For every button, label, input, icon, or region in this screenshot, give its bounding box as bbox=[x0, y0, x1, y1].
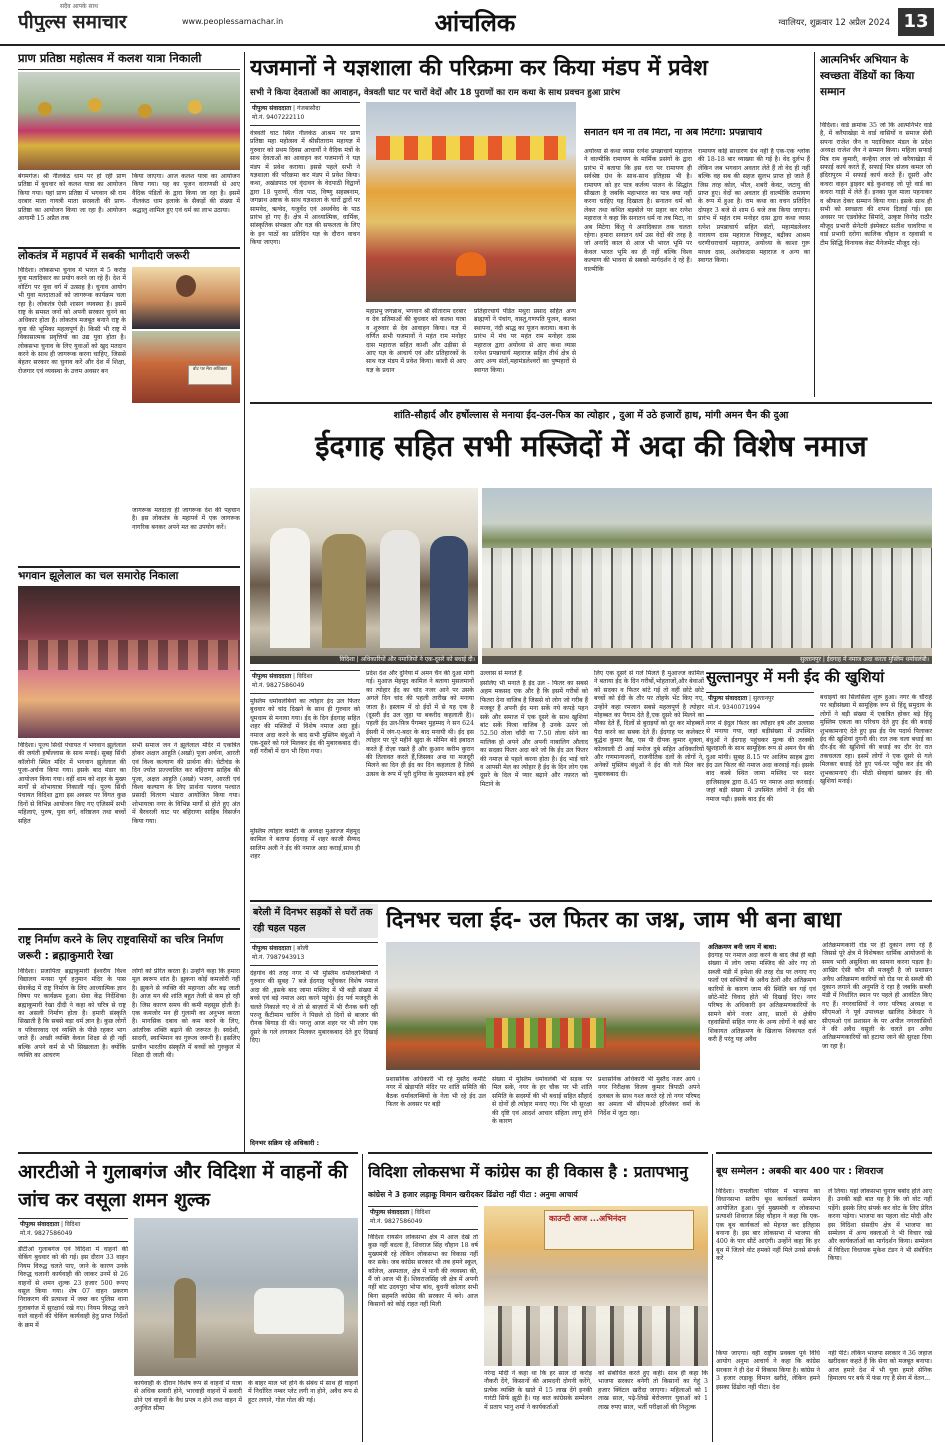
yajman-byline bbox=[250, 102, 360, 126]
yajman-col4: अयोध्या से कथा व्यास रत्नेश प्रपन्नाचार्य महाराज ने वाल्मीकि रामायण के मार्मिक प्रसंगों के द्वारा प्रारंभ में बताया कि इस धरा पर रामायण ही सर्वश्रेष्ठ ग्रंथ के साथ-साथ इतिहास भी है। रामायण को हर पात्र कर्तव्य पालन के सिद्धांत सीखता है जबकि महाभारत का पात्र क्या नहीं करना चाहिए यह दिखाता है। सनातन धर्म को लेकर तथा कथित बड़बोले पर प्रहार कर रत्नेश महाराज ने कहा कि सनातन धर्म ना तब मिटा, ना अब मिटेगा किंतु ये अनादिकाल तक चलता रहेगा। हमारा सनातन धर्म उस वेदों की तरह है जो अनादि काल से आज भी भारत भूमि पर केवल भारत भूमि का ही नहीं बल्कि विश्व कल्याण की भावना से सबको मार्गदर्शन दे रहे हैं। वाल्मीकि bbox=[584, 148, 692, 273]
loktantra-photo-woman bbox=[132, 331, 240, 403]
website-url: www.peoplessamachar.in bbox=[182, 17, 284, 26]
yajman-subheadline: सनातन धर्म ना तब मिटा, ना अब मिटेगा: प्रपन्नाचार्य bbox=[584, 128, 763, 138]
yajman-col2: महाप्रभु जगन्नाथ, भगवान श्री सीताराम दरबार व देव प्रतिमाओं की बुधवार को कलश यात्रा व शुरुवार से देव आवाहन किया। यज्ञ में वर्णित सभी यजमानों ने महंत राम मनोहर दास महाराज सहित काशी और उड़ीसा से आए यज्ञ के आचार्य एवं और प्रतिहारकों के साथ यज्ञ मंडप में प्रवेश किया। काशी से आए यज्ञ के प्रधान bbox=[366, 308, 466, 374]
eid-byline-line1: पीपुल्स संवाददाता | विदिशा bbox=[252, 673, 313, 680]
eid-col3b: इसलिए भी मनाते है ईद उल - फितर का सबसे अहम मकसद एक और है कि इसमें गरीबों को फितरा देना वाजिब है जिससे वो लोग जो गरीब हैं मजबूर हैं अपनी ईद मना सकें नये कपड़े पहन सकें और समाज में एक दूसरे के साथ खुशियां बांट सकें फित्रा वाजिब है उनके ऊपर जो 52.50 तोला चाँदी या 7.50 तोला सोने का मालिक हो अपने और अपनी नाबालिग औलाद का सदक़ा फितर अदा करे जो कि ईद उल फितर की नमाज़ से पहले करना होता है। ईद भाई चारे व आपसी मेल का त्योहार है ईद के दिन लोग एक दूसरे के दिल में प्यार बढ़ाने और नफ़रत को मिटाने के bbox=[480, 680, 588, 788]
rto-col2: कार्यवाही के दौरान विशेष रूप से वाहनों में यात्रा से अधिक सवारी होने, भारवाही वाहनों में सवारी ढोने एवं वाहनों के वैध प्रपत्र न होने तथा वाहन में अनुचित सीमा bbox=[134, 1380, 242, 1413]
bareli-col5a: अतिक्रमण बनी जाम में बाधा: bbox=[708, 943, 777, 951]
rto-headline: आरटीओ ने गुलाबगंज और विदिशा में वाहनों की जांच कर वसूला शमन शुल्क bbox=[18, 1161, 348, 1211]
bareli-kicker: बरेली में दिनभर सड़कों से घरों तक रही चहल पहल bbox=[250, 904, 378, 938]
sultanpur-byline-mob: मो.नं. 9340071994 bbox=[708, 704, 761, 711]
eid-col4: लिए एक दूसरे से गले मिलते हैं मुआज्ज कामिल ने बताया ईद के दिन गरीबों,भोहताजों,और बेवाओं को सदका व फितर बांटे गई तो वहीं छोटे छोटे बच्चों को ईदी के तौर पर तोहफे भेंट किए गए, उन्होंने कहा रमजान सबसे महत्वपूर्ण है त्योहार मोहब्बत का पैगाम देते हैं,एक दूसरे को मिलने का मौका देते हैं, दिलों से बुराइयों को दूर कर मोहब्बतें पैदा करने का सबक देते हैं। ईदगाह पर कलेक्टर बुद्धेश कुमार वैद्य, एस पी दीपक कुमार शुक्ला, कोतवाली टी आई मनोज दुबे सहित अधिकारियों और गणमान्यजनों, राजनीतिक दलों के लोगों ने, अनेकों मुस्लिम बंधुओं ने ईद की गले मिल कर मुबारकबाद दी। bbox=[594, 670, 704, 778]
booth-story bbox=[716, 1152, 932, 1442]
official-2-police bbox=[322, 534, 366, 648]
bareli-col6: अतिक्रमणकारी रोड पर ही दुकान लगा रहे हैं जिससे पूरे क्षेत्र में विशेषकर धार्मिक आयोजनों के समय भारी असुविधा का सामना करना पड़ता है। आखिर ऐसी कौन सी मजबूरी है जो प्रशासन अवैध अतिक्रमण कारियों को रोड पर से सब्जी की दुकान लगाने की अनुमति दे रहा है जबकि सब्जी मंडी में निर्धारित स्थान पर पहले ही आवंटित किए गए हैं। नगरवासियों ने नगर परिषद अध्यक्ष व सीएमओ ने पूर्व उपाध्यक्ष खालिद ठेकेदार ने सीएमओ एवं प्रशासन के पर अपील नगरवासियों ने की अवैध वसूली के चलते इन अवैध अतिक्रमणकारियों को हटाया जाने की सुरक्षा दिया जा रहा है। bbox=[822, 942, 932, 1050]
byline-org: पीपुल्स संवाददाता bbox=[370, 1209, 410, 1216]
yajman-headline: यजमानों ने यज्ञशाला की परिक्रमा कर किया मंडप में प्रवेश bbox=[250, 56, 708, 81]
vidisha-story bbox=[368, 1152, 708, 1442]
kalash-pot-1 bbox=[38, 102, 52, 116]
bareli-byline-mob: मो.नं. 7987943913 bbox=[252, 954, 305, 961]
bareli-col3: संख्या में मुस्लिम धर्मावलंबी भी सड़क पर मिल सकें, नगर के हर चौक पर भी शांति समिति के सदस्यों की भी बधाई सहित सौहार्द से दोनों ही त्योहार मनाए गए। पिर भी सुरक्षा की दृष्टि एवं आदर्श आचार संहिता लागू होने के कारण bbox=[492, 1076, 592, 1126]
vidisha-col3: को संबोधित करते हुए कही। साथ ही कहा कि भाजपा सरकार बनेगी तो किसानों का गेहूं 3 हजार क्विंटल खरीदा जाएगा। महिलाओं को 1 लाख साल, पढ़े-लिखे बेरोजगार युवाओं को 1 लाख रुपए साल, भर्ती परीक्षाओं की निशुल्क bbox=[598, 1370, 708, 1411]
jhulelal-col1: विदिशा। पूज्य सिंधी पंचायत ने भगवान झूलेलाल की जयंती हर्षोल्लास के साथ मनाई। सुबह सिंधी कॉलोनी स्थित मंदिर में भगवान झूलेलाल की पूजा-अर्चना किया गया। इसके बाद मंडार का आयोजन किया गया। वहीं शाम को शहर के मुख्य मार्गों से शोभायात्रा निकाली गई। पूज्य सिंधी पंचायत विदिशा द्वारा इस अवसर पर विगत कुछ दिनों से विभिन्न आयोजन किए गए एजिसमें सभी महिलाएं, पुरुष, युवा वर्ग, वरिष्ठजन तथा बच्चों सहित bbox=[18, 742, 126, 825]
loktantra-story bbox=[18, 247, 240, 559]
man-head bbox=[176, 275, 196, 297]
rto-byline bbox=[18, 1218, 128, 1242]
sultanpur-headline: सुल्तानपुर में मनी ईद की खुशियां bbox=[706, 668, 885, 686]
eid-col2: प्रदेश देश और दुनिया में अमन चैन की दुआ मांगी गई। मुआज मेहमूद कामिल ने बताया मुसलमानों का त्योहार ईद का चांद नजर आने पर उसके अगले दिन चांद की पहली तारीख को मनाया जाता है। इस्लाम में दो ईदों में से यह एक है (दूसरी ईद उल जुहा या बकरीद कहलाती है)। पहली ईद उल-फ़ित्र पैगम्बर मुहम्मद ने सन 624 ईसवी में जंग-ए-बदर के बाद मनायी थी। ईद इस त्योहार पर पूरे महीने खुदा के मोमिन बंदे इबादत करते हैं रोज़ा रखते हैं और क़ुआन करीम कुरान की तिलावत करते हैं,जिसका अज्र या मजदूरी मिलने का दिन ही ईद का दिन कहलाता है जिसे उत्सव के रूप में पूरी दुनिया के मुसलमान बड़े हर्ष bbox=[366, 670, 474, 778]
yajman-photo bbox=[366, 102, 576, 302]
booth-headline: बूथ सम्मेलन : अबकी बार 400 पार : शिवराज bbox=[716, 1166, 884, 1177]
section-title-text: आंचलिक bbox=[434, 9, 516, 37]
loktantra-photo-man bbox=[132, 267, 240, 329]
bareli-byline bbox=[250, 942, 378, 966]
yajman-col3: प्रतिहारचार्य पंडित मथुरा प्रसाद सहित अन्य ब्राह्मणों ने पंचांग, वास्तु,गणपति पूजन, कलश स्थापना, नंदी श्राद्ध का पूजन कराया। कथा के प्रारंभ में मंच पर महंत राम मनोहर दास महाराज द्वारा अयोध्या से आए कथा व्यास रत्नेश प्रपन्नाचार्य महाराज सहित तीर्थ क्षेत्र से आए अन्य संतों,महामंडलेश्वरों का पुष्पहारों से स्वागत किया। bbox=[474, 308, 576, 374]
eid-kicker: शांति-सौहार्द और हर्षोल्लास से मनाया ईद-उल-फित्र का त्योहार , दुआ में उठे हजारों हाथ, मांगी अमन चैन की दुआ bbox=[393, 410, 789, 421]
sultanpur-byline-line1: पीपुल्स संवाददाता | सुल्तानपुर bbox=[708, 695, 774, 702]
stage-banner-text: काउन्टी आज ...अभिनंदन bbox=[549, 1214, 626, 1223]
vidisha-headline: विदिशा लोकसभा में कांग्रेस का ही विकास है : प्रतापभानु bbox=[368, 1163, 688, 1181]
rto-byline-mob: मो.नं. 9827586049 bbox=[20, 1230, 73, 1237]
page-number: 13 bbox=[898, 8, 934, 36]
jhulelal-photo bbox=[18, 586, 240, 738]
eid-byline-mob: मो.नं. 9827586049 bbox=[252, 682, 305, 689]
rto-byline-line1: पीपुल्स संवाददाता | विदिशा bbox=[20, 1221, 81, 1228]
vidisha-col2: नरेन्द्र मोदी ने कहा था कि हर साल दो करोड़ नौकरी देंगे, किसानों की आमदनी दोगनी करेंगे, प्रत्येक व्यक्ति के खाते में 15 लाख देंगे इनकी गारंटी सिर्फ झूठी है। यह बात कांग्रेसके सम्मेलन में प्रताप भानु शर्मा ने कार्यकर्ताओं bbox=[484, 1370, 592, 1411]
bareli-story bbox=[250, 900, 932, 1148]
yajna-fire-icon bbox=[456, 252, 486, 276]
booth-col1: विदिशा। रामलीला परिसर में भाजपा का विधानसभा स्तरीय बूथ कार्यकर्ता सम्मेलन आयोजित हुआ। पूर्व मुख्यमंत्री व लोकसभा प्रत्याशी शिवराज सिंह चौहान ने कहा कि एक-एक बूथ कार्यकर्ता को मेहनत कर इतिहास बनाना है। इस बार लोकसभा में भाजपा की 400 के पार सीटें आएंगी। उन्होंने कहा कि हर बूथ में जितने वोट हमको नहीं मिले उनसे संपर्क करें bbox=[716, 1188, 820, 1263]
kalash-pot-3 bbox=[138, 104, 152, 118]
yajman-byline-mob: मो.नं. 9407222110 bbox=[252, 114, 305, 121]
column-divider-bottom-2 bbox=[712, 1154, 713, 1442]
official-1 bbox=[270, 528, 310, 648]
eid-col1: मुस्लिम धर्मावलंबियों का त्योहार ईद उल फितर बुधवार को चांद दिखने के साथ ही गुरुवार को धूमधाम से मनाया गया। ईद के दिन ईदगाह सहित शहर की मस्जिदों में विशेष नमाज अदा हुई। नमाज अदा करने के बाद सभी मुस्लिम बंधुओं ने एक-दूसरे को गले मिलकर ईद की मुबारकबाद दी। वहीं गरीबों में दान भी दिया गया। bbox=[250, 698, 360, 756]
vidisha-byline-line1: पीपुल्स संवाददाता | विदिशा bbox=[370, 1209, 431, 1216]
vegetable-cart bbox=[486, 1018, 606, 1048]
voter-sign-text: वोट पर मेरा अधिकार bbox=[192, 367, 228, 372]
byline-place: विदिशा bbox=[414, 1209, 431, 1216]
vidisha-byline bbox=[368, 1206, 478, 1230]
eid-byline bbox=[250, 670, 360, 694]
yajna-canopy bbox=[376, 136, 566, 160]
rto-col3: के बाहर माल भरे होने के संबंध में साथ ही वाहनों में निर्धारित नम्बर प्लेट लगी ना होने, अवैध रूप से हूटर लगाने, गोल गोल की गई। bbox=[248, 1380, 358, 1404]
yajman-col5: रामायण कोई साधारण ग्रंथ नहीं है एक-एक श्लोक की 18-18 बार व्याख्या की गई है। वेद दुर्लभ हैं लेकिन जब भगवान अवतार लेते हैं तो वेद ही नहीं बल्कि वह सब की सहज सुलभ प्राप्त हो जाते हैं जिस तरह कोल, भील, शबरी केवट, जटायु की प्राप्त हुए। वेदों का अवतार ही वाल्मीकि रामायण के रूप में हुआ है। राम कथा का वचन प्रतिदिन दोपहर 3 बजे से शाम 6 बजे तक किया जाएगा। प्रारंभ में महंत राम मनोहर दास द्वारा कथा व्यास रत्नेश प्रपन्नाचार्य सहित संतों, महामंडलेश्वर नारायण दास महाराज चित्रकूट, बद्रीका आश्रम धरणीधराचार्य महाराज, अयोध्या के काशा गुरू माधव दास, अशोकदास महाराज व अन्य का स्वागत किया। bbox=[698, 148, 810, 265]
bareli-headline: दिनभर चला ईद- उल फितर का जश्न, जाम भी बना बाधा bbox=[386, 908, 842, 933]
rashtra-col2: लोगों को प्रेरित करता है। उन्होंने कहा कि हमारा मूल स्वरूप शांत है। झुकना कोई कमजोरी नहीं है। झुकने से व्यक्ति की महानता और बढ़ जाती है। आज मन की शांति बहुत तेजी से कम हो रही है। जिस कारण समय की कमी महसूस होती है। एक कमजोर मन ही गुलामी का अनुभव करता है। मानसिक दबाव को कम करने के लिए, आंतरिक शक्ति बढ़ाने की जरूरत है। स्वदेशी, सादगी, स्वाभिमान का गुरूत्व जरूरी है। इसलिए प्राचीन भारतीय संस्कृति में बच्चों को गुरुकुल में शिक्षा दी जाती थी। bbox=[132, 968, 240, 1060]
sultanpur-byline bbox=[706, 692, 814, 716]
bareli-col1b: दिनभर सक्रिय रहे अधिकारी : bbox=[250, 1139, 320, 1147]
jhulelal-story bbox=[18, 566, 240, 924]
rto-col1: डीटीओ गुलाबगंज एवं विदिशा में वाहनों की चेकिंग बुधवार को की गई। इस दौरान 33 वाहन नियम विरुद्ध चलते पाए, जाने के कारण उनके विरुद्ध चलानी कार्यवाही की जाकर उनमें से 26 वाहनों से शमन शुल्क 23 हजार 500 रूपए वसूल किया गया। शेष 07 वाहन प्रकरण निराकरण की प्रत्याशा में जब्त कर पुलिस थाना गुलाबगंज में सुरक्षार्थ रखे गए। नियम विरुद्ध जाने वाले वाहनों की चेकिंग कार्यवाही हेतु प्राप्त निर्देशों के क्रम में bbox=[18, 1246, 128, 1329]
atma-body: विदिशा। वार्ड क्रमांक 35 जो कि आत्मनिर्भर वार्ड है, में करैयाखेड़ा मे वार्ड वासियों व समाज सेवी सपना राजेश जैन व पदाधिकार मंडल के प्रदेश अध्यक्ष राजेश जैन ने सम्मान किया। महिला सफाई मित्र राम कुमारी, कन्हैया लाल जो करैयाखेड़ा में सफाई कार्य करते हैं, सफाई मित्र संजय कमल जो इंदिरापुरम में सफाई कार्य करते हैं। दूसरी और कचरा वाहन ड्राइवर बड़े कुशवाह जो पूरे वार्ड का कचरा गाड़ी में लेते हैं। इनका फूल माला पहनाकर व श्रीफल देकर सम्मान किया गया। इसके साथ ही सभी को स्वच्छता की शपथ दिलाई गई। इस अवसर पर एडवोकेट सिमांदे, उत्कृष्ट विनोद राठौर मौजूद प्रभारी सेनेटरी इंस्पेक्टर सतीश चावरिया व वार्ड प्रभारी दरोगा कालिक चौहान व रहवासी व टीम सिद्धि विनायक वेस्ट मैनेजमेंट मौजूद रहे। bbox=[820, 122, 932, 247]
jhulelal-col2: सभी समाज जन ने झूलेलाल मंदिर में एकत्रित होकर अक्षत आहुति (अखो) पूजा अर्चना, आरती एवं विश्व कल्याण की प्रार्थना की। चेटीचंड के दिन ज्योत प्रज्ज्वलित कर बहिराणा साहिब की पूजा, अक्षत आहुति (अखो) भजन, आरती एवं विश्व कल्याण के लिए प्रार्थना पल्लव पश्चात प्रसादी वितरण भंडारा आयोजित किया गया। शोभायात्रा नगर के विभिन्न मार्गों से होते हुए अंत में बैरवरली घाट पर बहिराणा साहिब विसर्जन किया गया। bbox=[132, 742, 240, 825]
column-divider-bottom bbox=[362, 1154, 363, 1442]
voter-sign-placard bbox=[188, 365, 232, 385]
column-divider-left bbox=[244, 52, 245, 1152]
loktantra-col2: जागरूक मतदाता ही जागरूक देश की पहचान है। इस लोकतंत्र के महापर्व में एक जागरूक नागरिक बनकर अपने मत का उपयोग करें। bbox=[132, 507, 240, 531]
bareli-col1: देहगांव की तरह नगर में भी मुस्लिम धर्मावलम्बियों ने गुरुवार की सुबह 7 बजे ईदगाह पहुँचकर विशेष नमाज अदा की ,इसके बाद जामा मस्जिद में भी बड़ी संख्या में बच्चे एवं बड़े नमाज अदा करने पहुंचे। ईद पर्व मजदूरी के चलते निकाले गए थे तो से बाज़ारों में भी रौनक बनी रही परन्तु कैंटीमाम चारिंग ने पिछले दो दिनों से बाजार की रौनक बिगाड़ दी थी। परन्तु आज शहर पर भी लोग एक दूसरे के गले लगाकर मिलकर मुबारकबाद देते हुए दिखाई दिए। bbox=[250, 970, 378, 1045]
booth-col4: नहीं पीटे। लेकिन भाजपा सरकार ने 36 जहाज खरीदकर कहते हैं कि सेना को मजबूत बनाया। आज हमारे देश में भी युवा हमारे सेनिक हिमालय पर बर्फ में फंस गए हैं सेना में वेतन... bbox=[828, 1350, 932, 1383]
kalash-headline: प्राण प्रतिष्ठा महोत्सव में कलश यात्रा निकाली bbox=[18, 52, 240, 70]
audience bbox=[484, 1306, 708, 1366]
officer bbox=[174, 1278, 196, 1358]
eid-photo-officials bbox=[250, 488, 478, 664]
bareli-col2: प्रशासनिक अधिकारी भी रहे मुस्तैद कमेटि नगर में खेड़ापति मंदिर पर शांति समिति की बैठक धर्मावलम्बियों के नेता भी रहे ईद उल फितर के अवसर पर बड़ी bbox=[386, 1076, 486, 1109]
byline-org: पीपुल्स संवाददाता bbox=[252, 105, 292, 112]
rashtra-col1: विदिशा। प्रजापिता ब्रह्माकुमारी ईश्वरीय विश्व विद्यालय मनसा पूर्ण हनुमान मंदिर के पास सेवाकेंद्र में राष्ट्र निर्माण के लिए आध्यात्मिक ज्ञान विषय पर कार्यक्रम हुआ। सेवा केंद्र निर्देशिका ब्रह्माकुमारी रेखा दीदी ने कहा को चरित्र से राष्ट्र का असली निर्माण होता है। हमारी संस्कृति सिखाती है कि सबसे बड़ा धर्म ज्ञान है। कुछ लोगों व परिवारवाद एवं व्यक्ति के पीछे रहकर भाग जाते हैं। अच्छी व्यक्ति केवल शिक्षा से ही नहीं बल्कि अपने कर्म से भी सिखलाता है। क्योंकि व्यक्ति का आचरण bbox=[18, 968, 126, 1060]
newspaper-logo: पीपुल्स समाचार bbox=[18, 11, 127, 32]
kalash-pot-2 bbox=[88, 98, 102, 112]
official-4 bbox=[430, 536, 468, 648]
sultanpur-col2: बधाइयों का सिलसिला शुरू हुआ। नगर के चौराहे पर बड़ीसंख्या में सामूहिक रूप से हिंदू समुदाय के लोगों ने बड़ी संख्या में एकत्रित होकर बड़े हिंदू मुस्लिम एकता का परिचय देते हुए ईद की बधाई शुभकामनाएं देते हुए इस ईद पेय पदार्थ पिलाकर ईद की खुशियां दुगनी की। रात तक चला बधाई का दौर-ईद की खुशियों की बधाई का दौर देर रात तकचलता रहा। इसमें लोगों ने एक दूसरे से गले मिलकर बधाई देते हुए पर्व-पर पहुँच कर ईद की शुभकामनाएं दी। मीठी सेवइयां खाकर ईद की खुशियां मनाई। bbox=[820, 694, 932, 786]
byline-place: विदिशा bbox=[296, 673, 313, 680]
byline-place: बरेली bbox=[296, 945, 309, 952]
kalash-col2: किया जाएगा। आज कलश यात्रा का आयोजन किया गया। यह का पूजन वाराणसी से आए वैदिक पंडितों के द्वारा किया जा रहा है। इसमें नीलकंठ धाम इलाके के सैकड़ों की संख्या में श्रद्धालु शामिल हुए एवं धर्म का लाभ उठाया। bbox=[132, 173, 240, 214]
byline-org: पीपुल्स संवाददाता bbox=[252, 945, 292, 952]
eid-col1b: मुस्लिम त्योहार कमेटी के अध्यक्ष मुआज्ज मेहमूद कामिल ने बताया ईदगाह में शहर काजी सैय्यद सालिम अली ने ईद की नमाज अदा कराई,साथ ही शहर bbox=[250, 828, 360, 861]
vidisha-byline-mob: मो.नं. 9827586049 bbox=[370, 1218, 423, 1225]
jhulelal-headline: भगवान झूलेलाल का चल समारोह निकाला bbox=[18, 566, 240, 584]
sultanpur-col1: नगर में ईदुल फितर का त्यौहार हर्ष और उल्लास से मनाया गया, जहां बड़ीसंख्या में उपस्थित बंधुओं ने ईदगाह पहुंचकर मुल्क की तरक्की खुशहाली के साथ सामूहिक रूप से अमन चैन की दुआ मांगी। सुबह 8.15 पर आलिम साहब द्वारा ईद उल फितर की नमाज अदा करवाई गई। इसके बाद कस्बे स्थित जामा मस्जिद पर सदर हाजिसाहब द्वारा 8.45 पर नमाज अदा करवाई। जहां बड़ी संख्या में उपस्थित लोगों ने ईद की नमाज पढ़ी। इसके बाद ईद की bbox=[706, 720, 814, 803]
eid-col3: उल्लास से मनाते हैं bbox=[480, 670, 522, 677]
car-white bbox=[254, 1288, 344, 1334]
yajman-story bbox=[250, 52, 810, 400]
bareli-byline-line1: पीपुल्स संवाददाता | बरेली bbox=[252, 945, 309, 952]
sultanpur-story bbox=[706, 664, 932, 898]
eid-photo2-caption: सुल्तानपुर | ईदगाह में नमाज अदा करता मुस्लिम धर्मावलंबी। bbox=[482, 656, 932, 664]
dateline: ग्वालियर, शुक्रवार 12 अप्रैल 2024 bbox=[778, 18, 890, 28]
loktantra-col1: विदिशा। लोकसभा चुनाव में भारत में 5 करोड़ युवा मतादिकार का प्रयोग करने जा रहे हैं। देश में वोटिंग पर युवा वर्ग में उत्साह है। चुनाव आयोग भी युवा मतदाताओं को जागरूक कार्यक्रम चला रहा है। लोकतंत्र ऐसी शासन व्यवस्था है। इसमें राष्ट्र के समस्त जनों को अपनी सरकार चुनने का अधिकार होता है। लोकतंत्र मजबूत बनाने राष्ट्र के युवा की भूमिका महत्वपूर्ण है। किसी भी राष्ट्र में विकासात्मक प्रवृत्तियों का उद्य युवा होता है। लोकसभा चुनाव के लिए युवाओं को खुद मतदान करने के साथ ही जागरूक करना चाहिए, जिससे बेहतर सरकार का चुनाव करें और देश में शिक्षा, रोजगार एवं व्यवस्था के उत्तम अवसर बन bbox=[18, 267, 126, 375]
yajman-byline-line1: पीपुल्स संवाददाता | गंजबासौदा bbox=[252, 105, 321, 112]
official-3 bbox=[380, 530, 420, 648]
eid-headline: ईदगाह सहित सभी मस्जिदों में अदा की विशेष नमाज bbox=[315, 429, 867, 463]
yajman-subhead: सभी ने किया देवताओं का आवाहन, वेत्रवती घाट पर चारों वेदों और 18 पुराणों का राम कथा के साथ प्रवचन हुआ प्रारंभ bbox=[250, 88, 620, 98]
byline-place: विदिशा bbox=[64, 1221, 81, 1228]
stage-banner bbox=[544, 1210, 694, 1250]
vidisha-col1: विदिशा रायसेन लोकसभा क्षेत्र में आज देखें तो कुछ नहीं बदला है, शिवराज सिंह चौहान 18 वर्ष मुख्यमंत्री रहे लेकिन लोकसभा का विकास नहीं कर सके। जब कांग्रेस सरकार थी तब हमने स्कूल, कॉलेज, अस्पताल, क्षेत्र में पानी की व्यवस्था की, मैं जो आज भी हैं। शिवराजसिंह जी क्षेत्र में अपनी नहीं बांट उदयपुरा भोपा बांध, बुधनी कोलार सभी बिना सहमति कांग्रेस की सरकार में बने। आज किसानों को कोई राहत नहीं मिली bbox=[368, 1234, 478, 1309]
yajman-col1: वेत्रवती घाट स्थित नीलकंठ आश्रम पर प्राण प्रतिष्ठा महा महोत्सव में श्रीसीताराम महायज्ञ में गुरुवार को प्रथम दिवस आचार्यों ने वैदिक मंत्रों के साथ देवताओं का आवाहन कर यजमानों ने यज्ञ मंडप में प्रवेश कराया। इससे पहले सभी ने यज्ञशाला की परिक्रमा कर मंडप में प्रवेश किया। कथा, अखंडपाठ एवं वृंदावन के वेदपाठी विद्वानों द्वारा 18 पुराणों, गीता पाठ, विष्णु सहस्त्रनाम, जगन्नाथ अष्टक के साथ यज्ञशाला के चारों द्वारों पर सामवेद, ऋग्वेद, यजुर्वेद एवं अथर्ववेद के पाठ प्रारंभ हो गए हैं। क्षेत्र में आध्यात्मिक, धार्मिक, सांस्कृतिक संपन्नता और यज्ञ की सफलता के लिए के इन पाठों का प्रतिदिन यज्ञ के दौरान वाचन किया जाएगा। bbox=[250, 130, 360, 247]
booth-col2: ले लिया। यहां लोकसभा चुनाव बर्बाद होते आए हैं। उनकी बड़ी बात यह है कि जो वोट नहीं पड़ेंगे। इसके लिए संपर्क कर वोट के लिए प्रेरित करना पड़ेगा। भाजपा का पहला वोट मोदी और इस विदिशा संसदीय क्षेत्र में भाजपा का सम्मेलन में अन्य वक्ताओं ने भी विचार रखे और कार्यकर्ताओं का मार्गदर्शन किया। सम्मेलन में विदिशा विधायक मुकेश टंडन ने भी संबोधित किया। bbox=[828, 1188, 932, 1263]
byline-place: सुल्तानपुर bbox=[752, 695, 774, 702]
byline-place: गंजबासौदा bbox=[296, 105, 321, 112]
logo-tagline: सदैव आपके साथ bbox=[60, 3, 98, 10]
byline-org: पीपुल्स संवाददाता bbox=[708, 695, 748, 702]
rashtra-story bbox=[18, 928, 240, 1150]
column-divider-right bbox=[814, 52, 815, 397]
byline-org: पीपुल्स संवाददाता bbox=[252, 673, 292, 680]
vidisha-photo bbox=[484, 1206, 708, 1366]
rto-story bbox=[18, 1152, 358, 1442]
bareli-col4: प्रशासनिक अधिकारी भी मुस्तैद नजर आये । नगर निरीक्षक विजय कुमार त्रिपाठी अपने दलबल के साथ गश्त करते रहे तो नगर परिषद का अमला भी सीएमओ हरिशंकर वर्मा के निर्देश में जुटा रहा। bbox=[598, 1076, 700, 1117]
namaz-rows bbox=[482, 548, 932, 648]
section-title bbox=[405, 6, 545, 40]
eid-photo1-caption: विदिशा | अधिकारियों और नमाजियों ने एक-दूसरे को बधाई दी। bbox=[250, 656, 478, 664]
bareli-photo bbox=[386, 942, 700, 1070]
eid-photo-namaz bbox=[482, 488, 932, 664]
vidisha-subhead: कांग्रेस ने 3 हजार लड़ाकू विमान खरीदकर ढिंढोरा नहीं पीटा : अनुमा आचार्य bbox=[368, 1190, 578, 1199]
loktantra-headline: लोकतंत्र में महापर्व में सबकी भागीदारी जरूरी bbox=[18, 247, 240, 263]
atma-story bbox=[820, 52, 932, 397]
byline-org: पीपुल्स संवाददाता bbox=[20, 1221, 60, 1228]
rto-photo bbox=[134, 1218, 358, 1376]
bareli-col5: ईदगाह पर नमाज अदा करने के बाद जैसे ही बड़ी संख्या में लोग जामा मस्जिद की ओर गए तो सब्जी मंडी में हमेशा की तरह रोड पर लगाए गए फलों एवं सब्जियों के अवैध ठेलों और अतिक्रमण कारियों के कारण जाम की स्थिति बन गई एवं छोटे-मोटे विवाद होते भी दिखाई दिए। नगर परिषद के अधिकारी इन अतिक्रमणकारियों के सामने बोने नजर आए, सालों से क्षेत्रीय रहवासियों सहित नगर के अन्य लोगों ने कई बार शिकायत अतिक्रमण के खिलाफ शिकायत दर्ज करी हैं परंतु यह अवैध bbox=[708, 952, 816, 1044]
kalash-col1: बेगमगंज। श्री नीलकंठ धाम पर हो रही प्राण प्रतिष्ठा में बुधवार को कलश यात्रा का आयोजन किया गया। यहां प्राण प्रतिष्ठा में भगवान श्री राम दरबार माता गायत्री माता सरस्वती की प्राण-प्रतिष्ठा का आयोजन किया जा रहा है। आयोजन आगामी 15 अप्रैल तक bbox=[18, 173, 126, 223]
atma-headline: आत्मनिर्भर अभियान के स्वच्छता वेंडियों का किया सम्मान bbox=[820, 54, 915, 98]
kalash-photo bbox=[18, 72, 240, 170]
masthead bbox=[0, 0, 945, 46]
kalash-pot-4 bbox=[188, 100, 202, 114]
rashtra-headline: राष्ट्र निर्माण करने के लिए राष्ट्रवासियों का चरित्र निर्माण जरूरी : ब्रह्माकुमारी रेखा bbox=[18, 928, 240, 964]
kalash-story bbox=[18, 52, 240, 242]
booth-col3: किया जाएगा। वहीं राष्ट्रीय प्रवक्ता पूर्व विधि आयोग अनुमा आचार्य ने कहा कि कांग्रेस सरकार ने ही देश में विकास किया है। कांग्रेस ने 3 हजार लड़ाकू विमान खरीदे, लेकिन हमने इसका ढिंढोरा नहीं पीटा। देश bbox=[716, 1350, 820, 1391]
crowd-heads bbox=[18, 640, 240, 670]
